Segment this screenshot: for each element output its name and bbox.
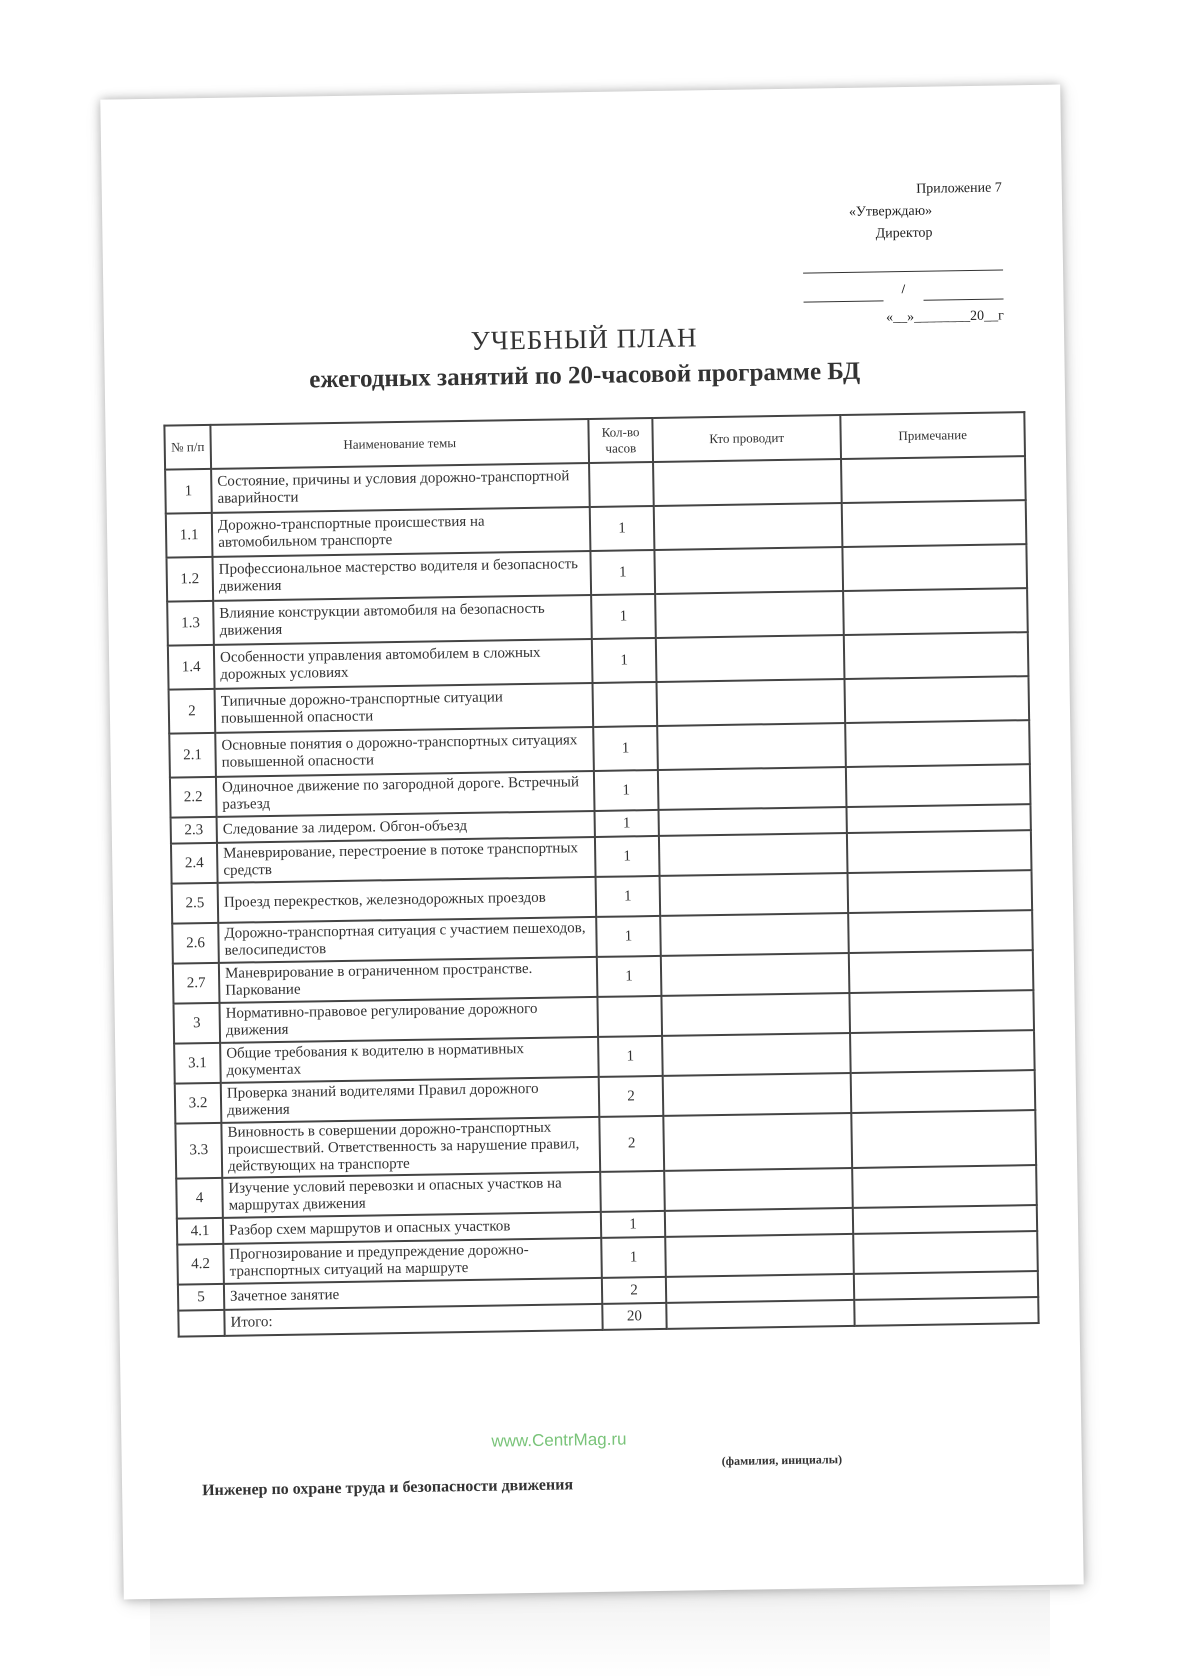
header-who: Кто проводит [652,415,841,462]
row-note [842,500,1027,547]
signature-blank [803,278,883,302]
document-subtitle: ежегодных занятий по 20-часовой программе БД [309,357,861,394]
row-hours [597,996,662,1037]
row-topic: Одиночное движение по загородной дороге. Встречный разъезд [216,771,595,817]
row-topic: Маневрирование, перестроение в потоке транспортных средств [217,837,596,883]
watermark-text: www.CentrMag.ru [491,1429,627,1451]
row-topic: Следование за лидером. Обгон-объезд [217,811,595,843]
row-who [653,459,842,506]
row-num: 2.4 [171,843,218,884]
plan-table [163,411,1039,1337]
row-note [854,1271,1038,1300]
row-hours: 20 [602,1303,666,1330]
document-title: УЧЕБНЫЙ ПЛАН [470,322,698,356]
row-who [658,767,847,810]
row-num: 2.3 [171,817,217,844]
row-topic: Нормативно-правовое регулирование дорожного движения [219,997,598,1043]
row-note [849,950,1034,993]
row-who [663,1113,852,1171]
row-hours: 1 [592,638,657,683]
row-who [656,679,845,726]
row-note [851,1070,1036,1113]
row-hours [589,462,654,507]
row-note [846,764,1031,807]
date-line: «__»________20__г [885,308,1004,326]
row-num: 4 [176,1178,223,1219]
document-sheet [100,85,1083,1600]
row-topic: Маневрирование в ограниченном пространстве. Паркование [219,957,598,1003]
row-who [659,833,848,876]
row-topic: Дорожно-транспортные происшествия на автомобильном транспорте [212,507,591,557]
row-who [665,1208,853,1237]
row-note [846,804,1030,833]
row-topic: Профессиональное мастерство водителя и безопасность движения [212,551,591,601]
row-hours: 1 [598,1036,663,1077]
row-who [663,1073,852,1116]
row-note [853,1205,1037,1234]
row-who [654,503,843,550]
appendix-label: Приложение 7 [916,180,1002,197]
row-num: 3 [173,1003,220,1044]
row-note [844,676,1029,723]
row-note [842,544,1027,591]
approve-label: «Утверждаю» [848,203,933,220]
header-note: Примечание [840,412,1025,459]
row-hours: 1 [601,1237,666,1278]
row-topic: Дорожно-транспортная ситуация с участием пешеходов, велосипедистов [218,917,597,963]
row-topic: Зачетное занятие [224,1278,602,1310]
row-note [852,1165,1037,1208]
row-hours: 1 [596,876,661,917]
row-hours: 1 [595,810,659,837]
header-topic: Наименование темы [210,419,589,469]
row-topic: Типичные дорожно-транспортные ситуации повышенной опасности [215,683,594,733]
row-note [844,632,1029,679]
row-who [657,723,846,770]
row-who [656,635,845,682]
row-hours: 1 [597,956,662,997]
row-topic: Виновность в совершении дорожно-транспортных происшествий. Ответственность за нарушение правил, действующих на транспорте [221,1117,600,1178]
row-note [843,588,1028,635]
engineer-label: Инженер по охране труда и безопасности движения [202,1476,574,1500]
row-hours: 1 [591,594,656,639]
row-who [666,1274,854,1303]
row-num: 2 [169,689,216,734]
row-topic: Разбор схем маршрутов и опасных участков [223,1212,601,1244]
row-hours: 1 [590,550,655,595]
row-topic: Проверка знаний водителями Правил дорожного движения [221,1077,600,1123]
signature-hint: (фамилия, инициалы) [721,1452,843,1469]
director-label: Директор [875,225,933,242]
row-hours: 2 [602,1277,666,1304]
row-note [848,870,1033,913]
row-hours: 1 [590,506,655,551]
row-topic: Основные понятия о дорожно-транспортных ситуациях повышенной опасности [215,727,594,777]
name-blank [923,276,1003,300]
row-who [661,993,850,1036]
row-hours: 1 [601,1211,665,1238]
row-num: 3.3 [175,1123,222,1179]
row-who [654,547,843,594]
row-num: 5 [178,1284,224,1311]
row-topic: Изучение условий перевозки и опасных участков на маршрутах движения [222,1172,601,1218]
row-hours: 1 [593,726,658,771]
row-note [850,1030,1035,1073]
row-num: 2.2 [170,777,217,818]
row-num: 2.7 [173,963,220,1004]
approval-block [802,177,1004,330]
row-note [853,1231,1038,1274]
row-who [661,953,850,996]
row-num: 4.1 [177,1218,223,1245]
header-hours: Кол-во часов [588,418,653,463]
row-note [845,720,1030,767]
row-who [666,1300,854,1329]
row-note [841,456,1026,503]
row-hours: 2 [599,1076,664,1117]
row-num: 1.3 [167,601,214,646]
row-num: 2.5 [172,883,219,924]
row-num: 1 [165,469,212,514]
row-num: 3.1 [174,1043,221,1084]
row-who [655,591,844,638]
row-note [854,1297,1038,1326]
row-topic: Общие требования к водителю в нормативных документах [220,1037,599,1083]
row-num: 2.1 [169,733,216,778]
row-hours: 1 [594,770,659,811]
row-hours [600,1171,665,1212]
signature-name-line [803,276,1003,302]
row-note [847,830,1032,873]
row-who [660,873,849,916]
row-who [659,807,847,836]
signature-line [803,249,1003,273]
signature-slash: / [901,281,906,297]
row-num: 2.6 [172,923,219,964]
row-note [851,1110,1036,1168]
row-hours: 2 [599,1116,664,1172]
row-num: 4.2 [177,1244,224,1285]
row-num: 3.2 [175,1083,222,1124]
row-who [662,1033,851,1076]
row-topic: Итого: [224,1304,602,1336]
row-num: 1.4 [168,645,215,690]
row-note [848,910,1033,953]
row-num: 1.1 [166,513,213,558]
row-topic: Прогнозирование и предупреждение дорожно-транспортных ситуаций на маршруте [223,1238,602,1284]
row-num [178,1310,224,1337]
row-who [664,1168,853,1211]
row-note [849,990,1034,1033]
row-who [665,1234,854,1277]
footer-engineer-line [202,1452,1062,1501]
row-topic: Проезд перекрестков, железнодорожных проездов [218,877,597,923]
row-hours [593,682,658,727]
row-topic: Влияние конструкции автомобиля на безопасность движения [213,595,592,645]
row-topic: Особенности управления автомобилем в сложных дорожных условиях [214,639,593,689]
header-num: № п/п [164,425,211,470]
row-who [660,913,849,956]
row-hours: 1 [595,836,660,877]
table-body [165,456,1039,1336]
sheet-reflection [150,1590,1050,1680]
row-num: 1.2 [166,557,213,602]
row-hours: 1 [596,916,661,957]
row-topic: Состояние, причины и условия дорожно-транспортной аварийности [211,463,590,513]
